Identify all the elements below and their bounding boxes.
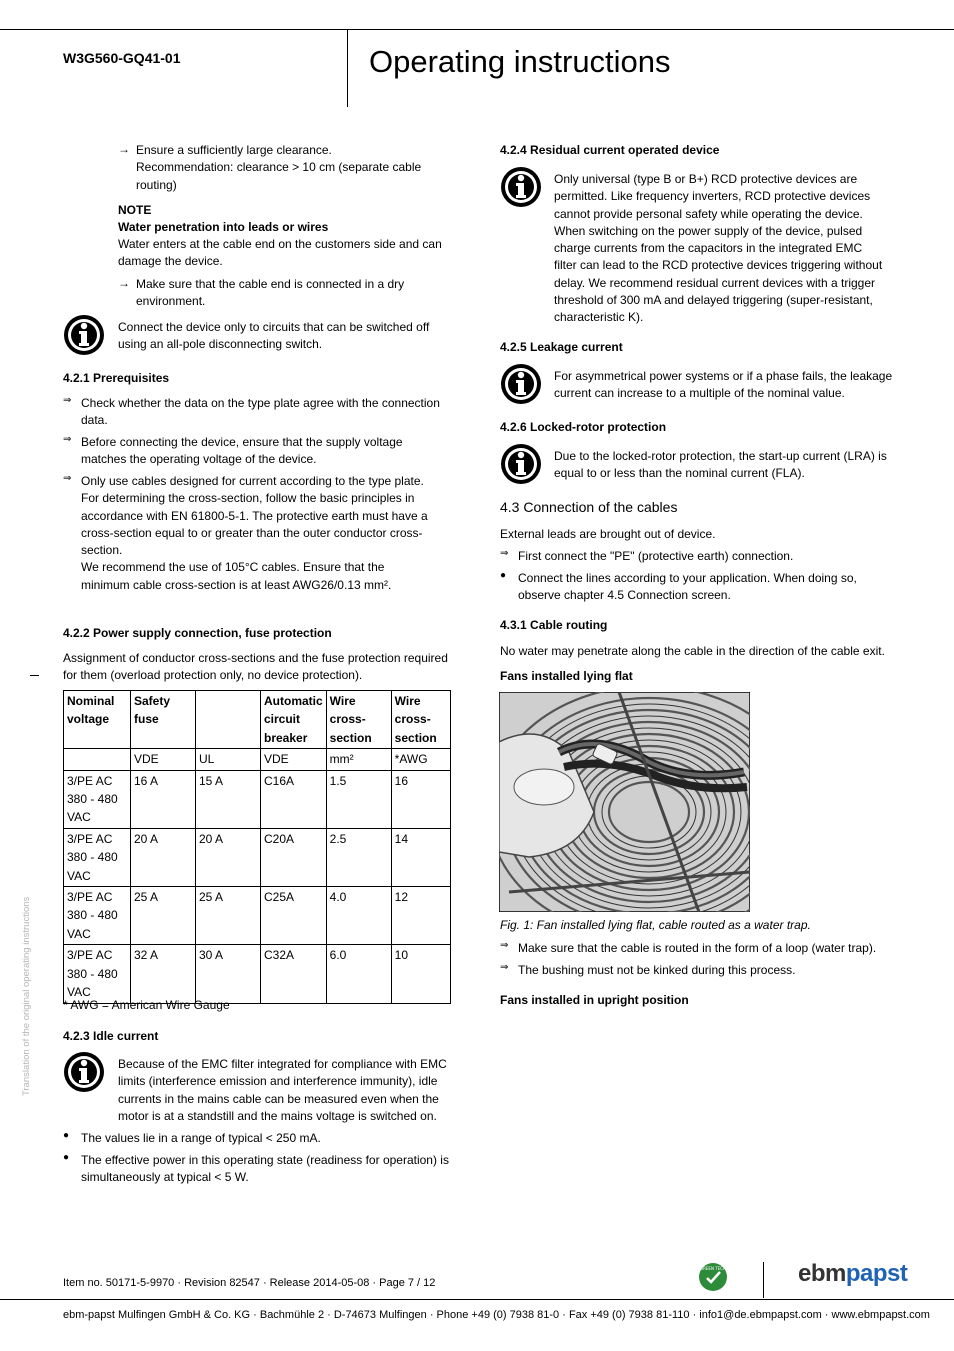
table-header-cell: Wire cross-section	[391, 691, 450, 749]
info-icon	[63, 314, 105, 356]
heading-4-3: 4.3 Connection of the cables	[500, 499, 678, 515]
step-arrow-icon: ⇒	[500, 962, 509, 973]
arrow-icon: →	[118, 142, 130, 156]
note-label: NOTE	[118, 203, 152, 217]
bullet-icon: ●	[63, 1152, 70, 1163]
cables-intro: External leads are brought out of device.	[500, 527, 716, 541]
margin-mark	[30, 675, 39, 676]
clearance-line1: Ensure a sufficiently large clearance.	[136, 143, 332, 157]
fan-lying-flat-figure	[499, 692, 750, 912]
item3-main: Only use cables designed for current according to the type plate.	[81, 474, 424, 488]
figure-caption: Fig. 1: Fan installed lying flat, cable routed as a water trap.	[500, 918, 811, 932]
info-icon	[63, 1051, 105, 1093]
arrow-icon: →	[118, 276, 130, 290]
info-icon	[500, 166, 542, 208]
step-arrow-icon: ⇒	[500, 940, 509, 951]
awg-footnote: * AWG = American Wire Gauge	[63, 998, 230, 1012]
table-row: 3/PE AC 380 - 480 VAC 32 A 30 A C32A 6.0 10	[64, 945, 451, 1003]
table-header-cell: Automatic circuit breaker	[261, 691, 327, 749]
table-header-cell: Nominal voltage	[64, 691, 131, 749]
locked-rotor-info: Due to the locked-rotor protection, the start-up current (LRA) is equal to or less than the nominal current (FLA).	[554, 449, 887, 481]
table-row: 3/PE AC 380 - 480 VAC 16 A 15 A C16A 1.5 16	[64, 770, 451, 828]
heading-4-2-6: 4.2.6 Locked-rotor protection	[500, 420, 667, 434]
heading-4-2-5: 4.2.5 Leakage current	[500, 340, 623, 354]
company-info: ebm-papst Mulfingen GmbH & Co. KG · Bachmühle 2 · D-74673 Mulfingen · Phone +49 (0) 7938 81-0 · Fax +49 (0) 7938 81-110 · info1@de.ebmpapst.com · www.ebmpapst.com	[63, 1309, 930, 1321]
badge-label: GREEN TECH	[700, 1266, 726, 1271]
heading-4-3-1: 4.3.1 Cable routing	[500, 618, 608, 632]
leakage-info: For asymmetrical power systems or if a phase fails, the leakage current can increase to a multiple of the nominal value.	[554, 369, 893, 401]
table-unit-row: VDE UL VDE mm² *AWG	[64, 749, 451, 770]
bullet-icon: ●	[500, 570, 507, 581]
bullet-icon: ●	[63, 1130, 70, 1141]
item3-detail2: We recommend the use of 105°C cables. Ensure that the minimum cable cross-section is at least AWG26/0.13 mm².	[81, 560, 392, 592]
heading-4-2-3: 4.2.3 Idle current	[63, 1029, 159, 1043]
step-arrow-icon: ⇒	[63, 395, 72, 406]
note-action-text: Make sure that the cable end is connected in a dry environment.	[136, 277, 405, 309]
item-info: Item no. 50171-5-9970 · Revision 82547 · Release 2014-05-08 · Page 7 / 12	[63, 1277, 436, 1289]
upright-heading: Fans installed in upright position	[500, 993, 689, 1007]
item3-detail1: For determining the cross-section, follow the basic principles in accordance with EN 61800-5-1. The protective earth must have a cross-section equal to or greater than the outer conductor cross-section.	[81, 491, 428, 558]
info-icon	[500, 443, 542, 485]
green-tech-badge-icon	[698, 1262, 728, 1292]
note-heading: Water penetration into leads or wires	[118, 220, 329, 234]
fuse-intro: Assignment of conductor cross-sections and the fuse protection required for them (overload protection only, no device protection).	[63, 651, 448, 683]
ebmpapst-logo: ebmpapst	[798, 1260, 908, 1287]
table-row: 3/PE AC 380 - 480 VAC 25 A 25 A C25A 4.0 12	[64, 887, 451, 945]
footer-divider	[763, 1262, 764, 1298]
document-id: W3G560-GQ41-01	[63, 50, 181, 66]
header-divider	[347, 29, 348, 107]
footer-rule	[0, 1299, 954, 1300]
rcd-info: Only universal (type B or B+) RCD protective devices are permitted. Like frequency inverters, RCD protective devices cannot provide personal safety while operating the device. When switching on the power supply of the device, pulsed charge currents from the capacitors in the integrated EMC filter can lead to the RCD protective devices triggering without delay. We recommend residual current devices with a trigger threshold of 300 mA and delayed triggering (super-resistant, characteristic K).	[554, 172, 883, 325]
step-arrow-icon: ⇒	[500, 548, 509, 559]
step-arrow-icon: ⇒	[63, 473, 72, 484]
step-arrow-icon: ⇒	[63, 434, 72, 445]
table-header-cell: Safety fuse	[131, 691, 196, 749]
idle-current-info: Because of the EMC filter integrated for compliance with EMC limits (interference emission and interference immunity), idle currents in the mains cable can be measured even when the motor is at a standstill and the mains voltage is switched on.	[118, 1057, 447, 1123]
fuse-table	[63, 690, 451, 1004]
info-icon	[500, 363, 542, 405]
cable-routing-text: No water may penetrate along the cable in the direction of the cable exit.	[500, 644, 885, 658]
table-row: 3/PE AC 380 - 480 VAC 20 A 20 A C20A 2.5 14	[64, 828, 451, 886]
clearance-line2: Recommendation: clearance > 10 cm (separate cable routing)	[136, 160, 422, 192]
table-header-cell: Wire cross-section	[326, 691, 391, 749]
side-note: Translation of the original operating instructions	[21, 896, 32, 1096]
table-header-row	[64, 691, 451, 749]
info-switch-text: Connect the device only to circuits that can be switched off using an all-pole disconnecting switch.	[118, 320, 430, 352]
heading-4-2-4: 4.2.4 Residual current operated device	[500, 143, 720, 157]
lying-flat-heading: Fans installed lying flat	[500, 669, 633, 683]
heading-4-2-2: 4.2.2 Power supply connection, fuse protection	[63, 626, 332, 640]
top-rule	[0, 29, 954, 30]
note-text: Water enters at the cable end on the customers side and can damage the device.	[118, 237, 442, 269]
page-title: Operating instructions	[369, 44, 671, 79]
heading-4-2-1: 4.2.1 Prerequisites	[63, 371, 170, 385]
table-header-cell	[196, 691, 261, 749]
